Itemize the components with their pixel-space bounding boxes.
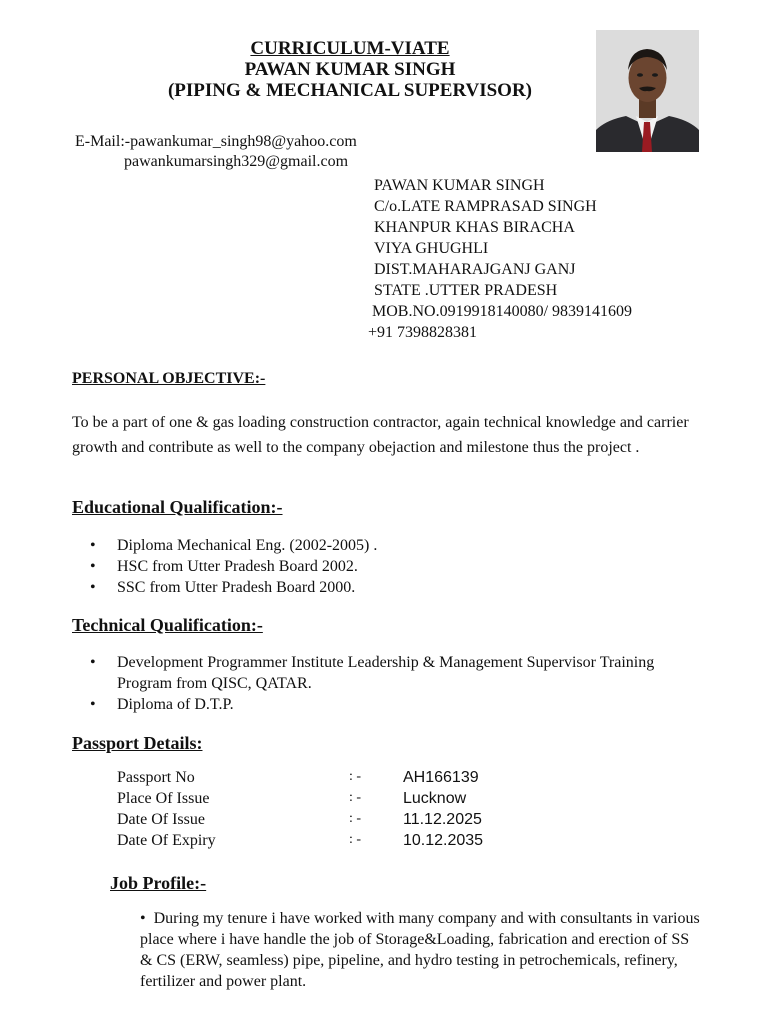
technical-item: Development Programmer Institute Leadership & Management Supervisor Training Program from QISC, QATAR. xyxy=(117,654,655,692)
bullet-icon: • xyxy=(90,696,96,713)
bullet-icon: • xyxy=(90,579,96,596)
address-line: KHANPUR KHAS BIRACHA xyxy=(374,219,575,236)
passport-heading: Passport Details: xyxy=(72,733,203,753)
education-item: Diploma Mechanical Eng. (2002-2005) . xyxy=(117,537,378,554)
technical-item: Diploma of D.T.P. xyxy=(117,696,234,713)
passport-label: Place Of Issue xyxy=(117,790,210,807)
profile-photo xyxy=(596,30,699,152)
bullet-icon: • xyxy=(90,558,96,575)
person-photo-icon xyxy=(596,30,699,152)
list-item xyxy=(72,556,672,577)
list-item xyxy=(72,652,672,694)
address-mobile: MOB.NO.0919918140080/ 9839141609 xyxy=(372,303,633,320)
objective-text: To be a part of one & gas loading construction contractor, again technical knowledge and carrier growth and contribute as well to the company obejaction and milestone thus the project . xyxy=(72,414,689,456)
passport-separator: : - xyxy=(349,790,362,805)
list-item xyxy=(72,694,672,715)
table-row xyxy=(117,832,537,853)
bullet-icon: • xyxy=(90,654,96,671)
job-profile-heading: Job Profile:- xyxy=(110,873,207,893)
passport-value: Lucknow xyxy=(403,790,467,807)
education-item: SSC from Utter Pradesh Board 2000. xyxy=(117,579,356,596)
email-secondary: pawankumarsingh329@gmail.com xyxy=(124,153,349,170)
passport-label: Date Of Expiry xyxy=(117,832,216,849)
bullet-icon: • xyxy=(90,537,96,554)
passport-label: Date Of Issue xyxy=(117,811,205,828)
address-phone: +91 7398828381 xyxy=(368,324,478,341)
address-line: PAWAN KUMAR SINGH xyxy=(374,177,545,194)
table-row xyxy=(117,790,537,811)
candidate-name: PAWAN KUMAR SINGH xyxy=(244,59,456,80)
education-heading: Educational Qualification:- xyxy=(72,497,283,517)
bullet-icon: • xyxy=(140,910,154,927)
objective-heading: PERSONAL OBJECTIVE:- xyxy=(72,370,266,387)
list-item xyxy=(72,535,672,556)
passport-separator: : - xyxy=(349,811,362,826)
passport-value: 10.12.2035 xyxy=(403,832,484,849)
education-list xyxy=(72,535,672,598)
address-line: C/o.LATE RAMPRASAD SINGH xyxy=(374,198,597,215)
passport-separator: : - xyxy=(349,832,362,847)
address-line: STATE .UTTER PRADESH xyxy=(374,282,558,299)
address-line: DIST.MAHARAJGANJ GANJ xyxy=(374,261,576,278)
table-row xyxy=(117,811,537,832)
document-title: CURRICULUM-VIATE xyxy=(250,38,450,59)
job-profile-item: During my tenure i have worked with many company and with consultants in various place where i have handle the job of Storage&Loading, fabrication and erection of SS & CS (ERW, seamless) pipe, pipeline, and hydro testing in petrochemicals, refinery, fertilizer and power plant. xyxy=(140,910,700,990)
address-line: VIYA GHUGHLI xyxy=(374,240,489,257)
passport-separator: : - xyxy=(349,769,362,784)
passport-value: AH166139 xyxy=(403,769,479,786)
passport-value: 11.12.2025 xyxy=(403,811,482,828)
address-block xyxy=(368,175,632,343)
technical-heading: Technical Qualification:- xyxy=(72,615,263,635)
title-block xyxy=(0,38,700,101)
email-primary: E-Mail:-pawankumar_singh98@yahoo.com xyxy=(75,133,357,150)
technical-list xyxy=(72,652,672,715)
passport-label: Passport No xyxy=(117,769,195,786)
job-profile-text xyxy=(140,908,700,992)
table-row xyxy=(117,769,537,790)
education-item: HSC from Utter Pradesh Board 2002. xyxy=(117,558,358,575)
candidate-role: (PIPING & MECHANICAL SUPERVISOR) xyxy=(167,80,533,101)
list-item xyxy=(72,577,672,598)
passport-table xyxy=(117,769,537,853)
